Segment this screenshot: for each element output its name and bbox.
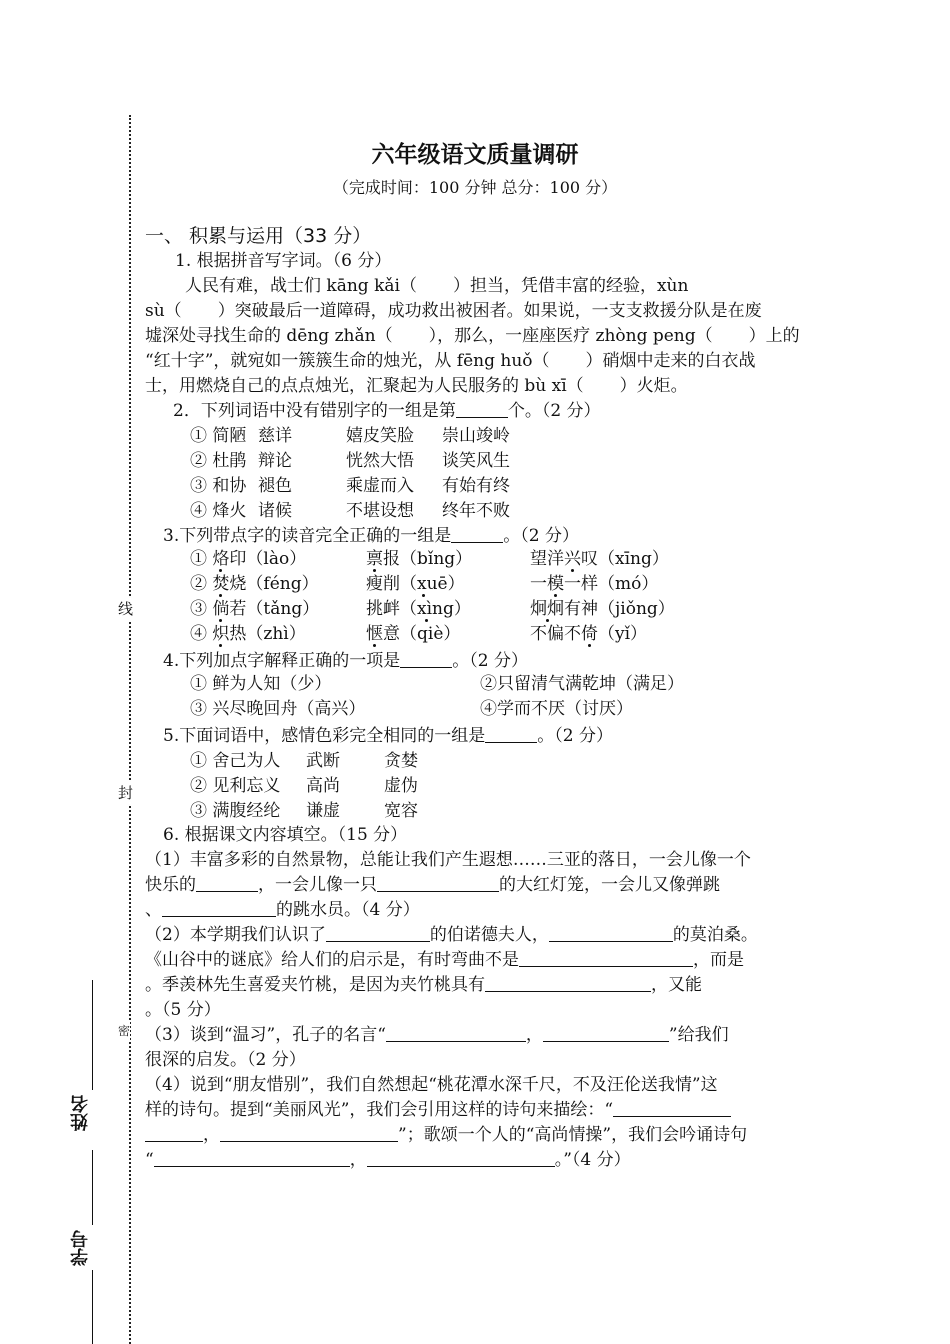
q1-text: ）硝烟中走来的白衣战 bbox=[585, 351, 756, 371]
option-text: 望洋 bbox=[530, 549, 564, 569]
q4-option-row bbox=[145, 697, 855, 722]
dotted-char: 倘 bbox=[212, 599, 230, 619]
q6-p3-line: 很深的启发。（2 分） bbox=[145, 1050, 306, 1070]
q5-word: 虚伪 bbox=[384, 776, 418, 796]
q6-text: 、 bbox=[145, 900, 162, 920]
q2-stem-text: 2．下列词语中没有错别字的一组是第 bbox=[173, 401, 456, 421]
answer-blank[interactable] bbox=[456, 399, 508, 418]
q1-text: ）火炬。 bbox=[619, 376, 688, 396]
answer-blank[interactable] bbox=[145, 1123, 203, 1142]
q2-stem bbox=[145, 399, 838, 424]
option-text: 若（tǎng） bbox=[229, 599, 320, 619]
q2-word: 诸候 bbox=[258, 501, 292, 521]
binding-mark-xian: 线 bbox=[118, 596, 133, 621]
binding-dotted-line bbox=[129, 115, 131, 1344]
dotted-char: 禀 bbox=[366, 549, 383, 569]
q2-word: 辩论 bbox=[258, 451, 292, 471]
q2-word: 褪色 bbox=[258, 476, 292, 496]
q1-line-4 bbox=[145, 349, 810, 374]
dotted-char: 模 bbox=[547, 574, 564, 594]
q1-line-5 bbox=[145, 374, 810, 399]
q6-p2-line bbox=[145, 973, 810, 998]
q2-word: 慈详 bbox=[258, 426, 292, 446]
q6-stem: 6. 根据课文内容填空。（15 分） bbox=[163, 825, 408, 845]
q5-word: 武断 bbox=[306, 751, 340, 771]
answer-blank[interactable] bbox=[220, 1123, 398, 1142]
q1-line-3 bbox=[145, 324, 810, 349]
q6-p1-line bbox=[145, 898, 810, 923]
q4-stem-text: 4.下列加点字解释正确的一项是 bbox=[163, 651, 401, 671]
option-text: 叹（xīng） bbox=[581, 549, 669, 569]
dotted-char: 烙 bbox=[212, 549, 230, 569]
q3-stem-text: 。（2 分） bbox=[503, 526, 579, 546]
q5-word: 谦虚 bbox=[306, 801, 340, 821]
q3-option-row bbox=[145, 622, 855, 647]
q5-stem bbox=[145, 724, 828, 749]
name-label: 姓名 bbox=[70, 1095, 91, 1131]
q2-word: 崇山竣岭 bbox=[442, 426, 510, 446]
q2-option-row bbox=[145, 449, 855, 474]
option-number: ③ bbox=[190, 599, 207, 619]
id-fill-line bbox=[92, 1150, 93, 1225]
binding-mark-feng: 封 bbox=[118, 780, 133, 805]
option-text: 挑 bbox=[366, 599, 383, 619]
q6-text: ， bbox=[349, 1150, 367, 1170]
q3-stem-text: 3.下列带点字的读音完全正确的一组是 bbox=[163, 526, 452, 546]
q2-word: 恍然大悟 bbox=[346, 451, 414, 471]
q1-text: sù（ bbox=[145, 301, 182, 321]
dotted-char: 衅（xìng） bbox=[383, 599, 471, 619]
q6-text: 的莫泊桑。 bbox=[672, 925, 758, 945]
q6-text: （2）本学期我们认识了 bbox=[145, 925, 326, 945]
answer-blank[interactable] bbox=[154, 1148, 350, 1167]
dotted-char: 炽 bbox=[212, 624, 230, 644]
q3-option-row bbox=[145, 597, 855, 622]
page-subtitle: （完成时间：100 分钟 总分：100 分） bbox=[332, 178, 618, 197]
q3-option-row bbox=[145, 547, 855, 572]
q6-text: 《山谷中的谜底》给人们的启示是，有时弯曲不是 bbox=[145, 950, 519, 970]
q5-word: 高尚 bbox=[306, 776, 340, 796]
q6-text: 。季羡林先生喜爱夹竹桃，是因为夹竹桃具有 bbox=[145, 975, 485, 995]
answer-blank[interactable] bbox=[519, 948, 693, 967]
q6-text: ，而是 bbox=[693, 950, 744, 970]
q4-option: ②只留清气满乾坤（满足） bbox=[480, 674, 684, 694]
q3-option-row bbox=[145, 572, 855, 597]
q6-text: 的跳水员。（4 分） bbox=[276, 900, 420, 920]
q6-text: ”给我们 bbox=[668, 1025, 729, 1045]
option-text: 一样（mó） bbox=[564, 574, 659, 594]
q5-stem-text: 5.下面词语中，感情色彩完全相同的一组是 bbox=[163, 726, 486, 746]
q6-p3-line bbox=[145, 1023, 810, 1048]
option-text: 有神（jiǒng） bbox=[564, 599, 675, 619]
q2-word: ④ 烽火 bbox=[190, 501, 247, 521]
option-text: 热（zhì） bbox=[229, 624, 306, 644]
q1-text: “红十字”，就宛如一簇簇生命的烛光，从 fēng huǒ（ bbox=[145, 351, 550, 371]
q2-option-row bbox=[145, 424, 855, 449]
q4-stem-text: 。（2 分） bbox=[452, 651, 528, 671]
option-number: ④ bbox=[190, 624, 207, 644]
name-fill-line bbox=[92, 980, 93, 1090]
q2-word: ① 简陋 bbox=[190, 426, 247, 446]
answer-blank[interactable] bbox=[400, 649, 452, 668]
option-text: 瘦 bbox=[366, 574, 383, 594]
option-text: 烧（féng） bbox=[229, 574, 319, 594]
q2-stem-text: 个。（2 分） bbox=[507, 401, 601, 421]
option-text: （yǐ） bbox=[598, 624, 648, 644]
option-text: 不偏不 bbox=[530, 624, 581, 644]
q6-text: 的伯诺德夫人， bbox=[429, 925, 549, 945]
option-text: 一 bbox=[530, 574, 547, 594]
q1-text: ）上的 bbox=[748, 326, 800, 346]
q6-text: ，又能 bbox=[651, 975, 702, 995]
q2-word: 终年不败 bbox=[442, 501, 510, 521]
q4-option-row bbox=[145, 672, 855, 697]
option-text: 印（lào） bbox=[229, 549, 307, 569]
id-fill-line-2 bbox=[92, 1270, 93, 1344]
q5-word: ② 见利忘义 bbox=[190, 776, 281, 796]
dotted-char: 炯炯 bbox=[530, 599, 564, 619]
q2-option-row bbox=[145, 474, 855, 499]
q5-option-row bbox=[145, 774, 855, 799]
q2-word: ② 杜鹃 bbox=[190, 451, 247, 471]
q5-word: 贪婪 bbox=[384, 751, 418, 771]
q4-option: ① 鲜为人知（少） bbox=[190, 674, 332, 694]
q6-p1-line: （1）丰富多彩的自然景物，总能让我们产生遐想……三亚的落日，一会儿像一个 bbox=[145, 850, 751, 870]
q2-word: 嬉皮笑脸 bbox=[346, 426, 414, 446]
q3-stem bbox=[145, 524, 828, 549]
page-title: 六年级语文质量调研 bbox=[371, 142, 579, 168]
q5-word: ① 舍己为人 bbox=[190, 751, 281, 771]
answer-blank[interactable] bbox=[367, 1148, 555, 1167]
q1-stem: 1. 根据拼音写字词。（6 分） bbox=[175, 251, 392, 271]
q2-word: 有始有终 bbox=[442, 476, 510, 496]
answer-blank[interactable] bbox=[162, 898, 276, 917]
answer-blank[interactable] bbox=[485, 724, 537, 743]
q6-text: ”；歌颂一个人的“高尚情操”，我们会吟诵诗句 bbox=[398, 1125, 748, 1145]
q6-p2-line: 。（5 分） bbox=[145, 1000, 221, 1020]
q2-word: 谈笑风生 bbox=[442, 451, 510, 471]
q6-text: ，一会儿像一只 bbox=[258, 875, 377, 895]
option-text: 意（qiè） bbox=[383, 624, 461, 644]
q6-p2-line bbox=[145, 948, 810, 973]
q6-text: 快乐的 bbox=[145, 875, 196, 895]
q6-p2-line bbox=[145, 923, 810, 948]
q4-stem bbox=[145, 649, 828, 674]
q6-p4-line bbox=[145, 1148, 810, 1173]
q6-text: 的大红灯笼，一会儿又像弹跳 bbox=[499, 875, 720, 895]
section-heading: 一、 积累与运用（33 分） bbox=[145, 225, 372, 247]
answer-blank[interactable] bbox=[377, 873, 499, 892]
q6-text: ， bbox=[203, 1125, 220, 1145]
option-number: ② bbox=[190, 574, 207, 594]
answer-blank[interactable] bbox=[196, 873, 258, 892]
id-label: 学号 bbox=[70, 1230, 91, 1266]
dotted-char: 倚 bbox=[581, 624, 598, 644]
q6-p4-line bbox=[145, 1098, 810, 1123]
q6-text: （3）谈到“温习”，孔子的名言“ bbox=[145, 1025, 386, 1045]
q6-p4-line bbox=[145, 1123, 810, 1148]
q6-text: 。”（4 分） bbox=[554, 1150, 631, 1170]
q4-option: ④学而不厌（讨厌） bbox=[480, 699, 633, 719]
q2-word: 乘虚而入 bbox=[346, 476, 414, 496]
q6-text: 样的诗句。提到“美丽风光”，我们会引用这样的诗句来描绘：“ bbox=[145, 1100, 614, 1120]
q5-stem-text: 。（2 分） bbox=[537, 726, 613, 746]
answer-blank[interactable] bbox=[386, 1023, 526, 1042]
q1-text: ）突破最后一道障碍，成功救出被困者。如果说，一支支救援分队是在废 bbox=[217, 301, 762, 321]
q6-p1-line bbox=[145, 873, 810, 898]
q2-option-row bbox=[145, 499, 855, 524]
q5-option-row bbox=[145, 749, 855, 774]
answer-blank[interactable] bbox=[549, 923, 673, 942]
q6-text: ， bbox=[525, 1025, 543, 1045]
q1-text: 人民有难，战士们 kāng kǎi（ bbox=[185, 276, 417, 296]
binding-mark-mi: 密 bbox=[118, 1020, 130, 1041]
q1-line-1 bbox=[145, 274, 850, 299]
answer-blank[interactable] bbox=[613, 1098, 731, 1117]
q5-word: 宽容 bbox=[384, 801, 418, 821]
q5-word: ③ 满腹经纶 bbox=[190, 801, 281, 821]
q1-text: ）担当，凭借丰富的经验，xùn bbox=[452, 276, 689, 296]
q6-text: “ bbox=[145, 1150, 154, 1170]
q1-text: ），那么，一座座医疗 zhòng peng（ bbox=[428, 326, 713, 346]
option-number: ① bbox=[190, 549, 207, 569]
answer-blank[interactable] bbox=[543, 1023, 669, 1042]
q1-text: 士，用燃烧自己的点点烛光，汇聚起为人民服务的 bù xī（ bbox=[145, 376, 584, 396]
dotted-char: 兴 bbox=[564, 549, 581, 569]
q4-option: ③ 兴尽晚回舟（高兴） bbox=[190, 699, 366, 719]
answer-blank[interactable] bbox=[485, 973, 651, 992]
dotted-char: 焚 bbox=[212, 574, 230, 594]
q1-text: 墟深处寻找生命的 dēng zhǎn（ bbox=[145, 326, 393, 346]
q2-word: ③ 和协 bbox=[190, 476, 247, 496]
answer-blank[interactable] bbox=[326, 923, 430, 942]
q6-p4-line: （4）说到“朋友惜别”，我们自然想起“桃花潭水深千尺，不及汪伦送我情”这 bbox=[145, 1075, 718, 1095]
q1-line-2 bbox=[145, 299, 810, 324]
q5-option-row bbox=[145, 799, 855, 824]
answer-blank[interactable] bbox=[451, 524, 503, 543]
dotted-char: 惬 bbox=[366, 624, 383, 644]
dotted-char: 削（xuē） bbox=[383, 574, 465, 594]
q2-word: 不堪设想 bbox=[346, 501, 414, 521]
option-text: 报（bǐng） bbox=[383, 549, 473, 569]
